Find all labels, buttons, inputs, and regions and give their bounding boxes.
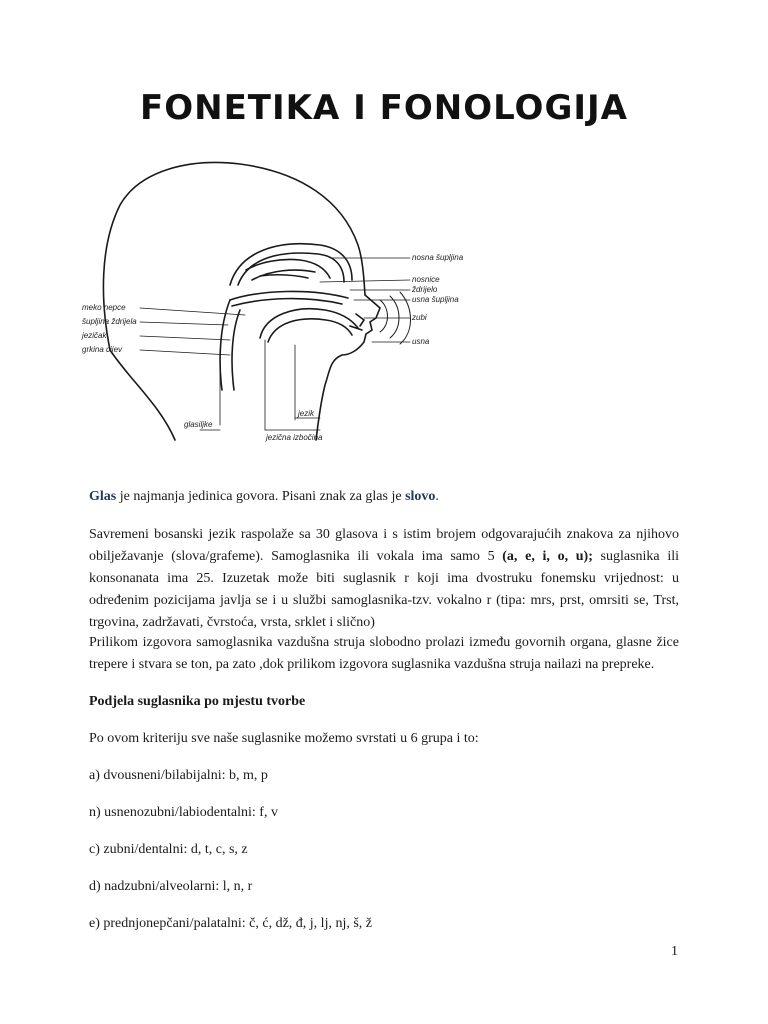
phoneme-text-b: suglasnika ili konsonanata ima 25. Izuzetak može biti suglasnik r koji ima dvostruku fonemsku vrijednost: u određenim pozicijama javlja se i u službi samoglasnika-tzv. vokalno r (tipa: mrs, prst, omrsiti se, Trst, trgovina, zadržavati, čvrstoća, vrsta, srklet i slično) [89,549,679,630]
label-nosna-supljina: nosna šupljina [412,253,464,262]
term-slovo: slovo [405,489,436,504]
label-supljina-zdrijela: šupljina ždrijela [82,317,137,326]
group-item: e) prednjonepčani/palatalni: č, ć, dž, đ, j, lj, nj, š, ž [89,916,373,931]
airflow-paragraph: Prilikom izgovora samoglasnika vazdušna struja slobodno prolazi između govornih organa, glasne žice trepere i stvara se ton, pa zato ,dok prilikom izgovora suglasnika vazdušna struja nailazi na prepreke. [89,635,679,672]
group-item: d) nadzubni/alveolarni: l, n, r [89,879,253,894]
head-cross-section-drawing [80,150,500,450]
label-zdrijelo: ždrijelo [412,285,438,294]
page-title: FONETIKA I FONOLOGIJA [139,88,628,128]
label-grkina-cijev: grkina cijev [82,345,123,354]
page-number: 1 [671,944,678,959]
label-jezicna-izbocina: jezična izbočina [266,433,323,442]
group-item: c) zubni/dentalni: d, t, c, s, z [89,842,248,857]
label-glasiljke: glasiljke [184,420,213,429]
label-usna-supljina: usna šupljina [412,295,459,304]
label-nosnice: nosnice [412,275,440,284]
phoneme-count-paragraph [89,524,679,634]
term-glas: Glas [89,489,117,504]
group-item: n) usnenozubni/labiodentalni: f, v [89,805,278,820]
label-usna: usna [412,337,430,346]
vocal-tract-diagram [80,150,500,450]
group-item: a) dvousneni/bilabijalni: b, m, p [89,768,268,783]
label-zubi: zubi [412,313,427,322]
phoneme-text-a: Savremeni bosanski jezik raspolaže sa 30 glasova i s istim brojem odgovarajućih znakova za njihovo obilježavanje (slova/grafeme). Samoglasnika ili vokala ima samo 5 [89,527,679,564]
groups-intro: Po ovom kriteriju sve naše suglasnike možemo svrstati u 6 grupa i to: [89,731,479,746]
label-jezicak: jezičak [82,331,107,340]
definition-end: . [435,489,439,504]
section-heading: Podjela suglasnika po mjestu tvorbe [89,694,306,709]
label-meko-nepce: meko nepce [82,303,126,312]
vowel-list: (a, e, i, o, u); [502,549,593,564]
label-jezik: jezik [298,409,315,418]
definition-text: je najmanja jedinica govora. Pisani znak za glas je [116,489,406,504]
definition-paragraph [89,486,679,508]
